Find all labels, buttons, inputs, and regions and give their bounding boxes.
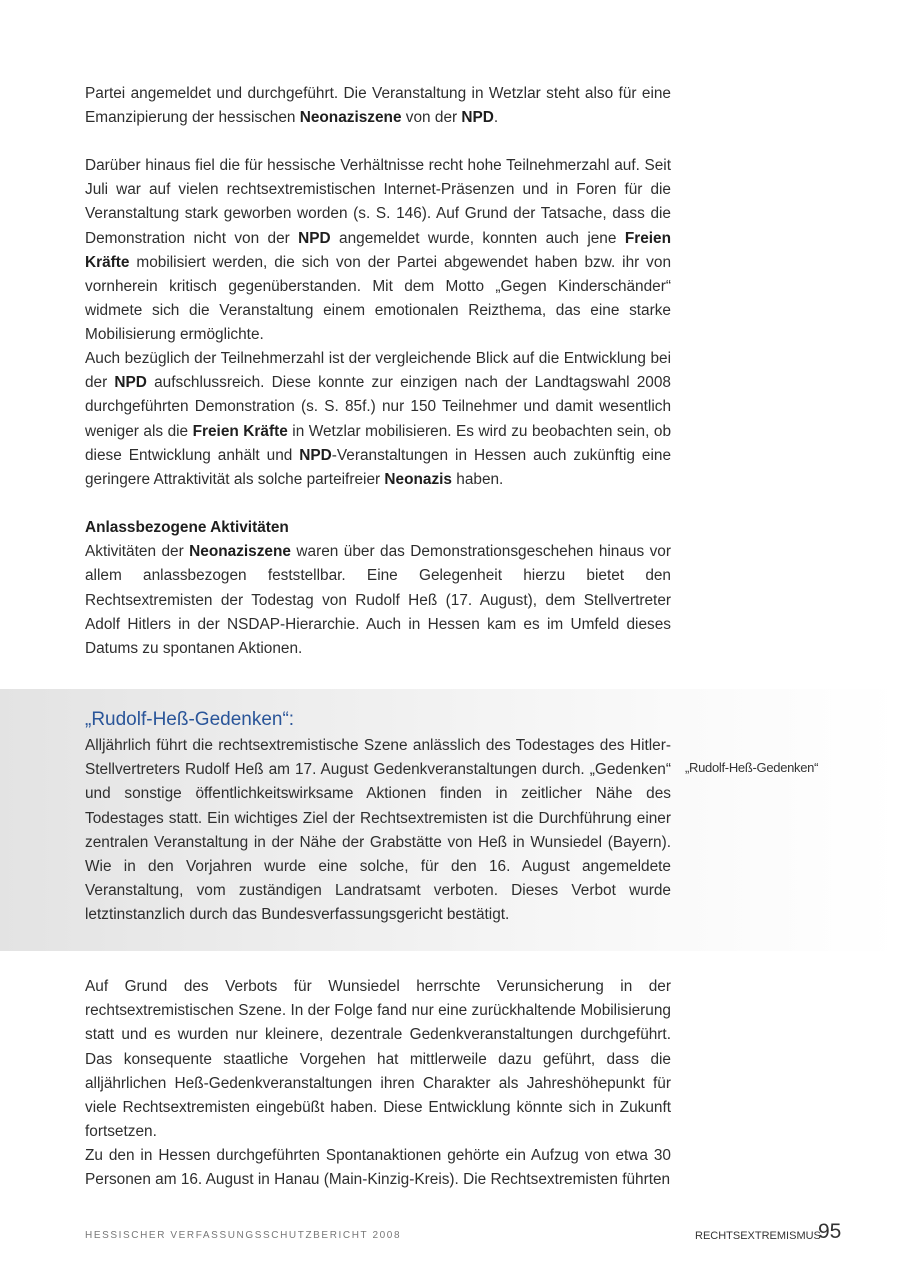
marginal-note: „Rudolf-Heß-Gedenken“ [685,760,819,775]
paragraph-6: Zu den in Hessen durchgeführten Spontanaktionen gehörte ein Aufzug von etwa 30 Personen am 16. August in Hanau (Main-Kinzig-Kreis). Die Rechtsextremisten führten [85,1147,671,1189]
paragraph-5: Auf Grund des Verbots für Wunsiedel herrschte Verunsicherung in der rechtsextremistischen Szene. In der Folge fand nur eine zurückhaltende Mobilisierung statt und es wurden nur kleinere, dezentrale Gedenkveranstaltungen durchgeführt. Das konsequente staatliche Vorgehen hat mittlerweile dazu geführt, dass die alljährlichen Heß-Gedenkveranstaltungen ihren Charakter als Jahreshöhepunkt für viele Rechtsextremisten eingebüßt haben. Diese Entwicklung könnte sich in Zukunft fortsetzen. [85,978,671,1141]
term-neonaziszene: Neonaziszene [189,543,291,561]
term-neonazis: Neonazis [384,471,452,489]
term-npd: NPD [114,374,147,392]
term-npd: NPD [461,109,494,127]
term-freie-kraefte: Freien Kräfte [192,422,288,440]
term-npd: NPD [299,446,332,464]
paragraph-3: Auch bezüglich der Teilnehmerzahl ist der vergleichende Blick auf die Entwicklung bei der NPD aufschlussreich. Diese konnte zur einzigen nach der Landtagswahl 2008 durchgeführten Demonstration (s. S. 85f.) nur 150 Teilnehmer und damit wesentlich weniger als die Freien Kräfte in Wetzlar mobilisieren. Es wird zu beobachten sein, ob diese Entwicklung anhält und NPD-Veranstaltungen in Hessen auch zukünftig eine geringere Attraktivität als solche parteifreier Neonazis haben. [85,350,672,489]
footer-section-name: RECHTSEXTREMISMUS [695,1230,821,1242]
footer-publication-title: HESSISCHER VERFASSUNGSSCHUTZBERICHT 2008 [85,1230,402,1241]
page-number: 95 [818,1220,842,1243]
section-anlassbezogene-aktivitaeten: Anlassbezogene Aktivitäten Aktivitäten der Neonaziszene waren über das Demonstrationsgeschehen hinaus vor allem anlassbezogen feststellbar. Eine Gelegenheit hierzu bietet den Rechtsextremisten der Todestag von Rudolf Heß (17. August), dem Stellvertreter Adolf Hitlers in der NSDAP-Hierarchie. Auch in Hessen kam es im Umfeld dieses Datums zu spontanen Aktionen. [85,516,671,661]
paragraph-1: Partei angemeldet und durchgeführt. Die Veranstaltung in Wetzlar steht also für eine Emanzipierung der hessischen Neonaziszene von der NPD. [85,85,671,127]
section-heading: Anlassbezogene Aktivitäten [85,519,289,536]
paragraph-2: Darüber hinaus fiel die für hessische Verhältnisse recht hohe Teilnehmerzahl auf. Seit Juli war auf vielen rechtsextremistischen Internet-Präsenzen und in Foren für die Veranstaltung stark geworben worden (s. S. 146). Auf Grund der Tatsache, dass die Demonstration nicht von der NPD angemeldet wurde, konnten auch jene Freien Kräfte mobilisiert werden, die sich von der Partei abgewendet haben bzw. ihr von vornherein kritisch gegenüberstanden. Mit dem Motto „Gegen Kinderschänder“ widmete sich die Veranstaltung einem emotionalen Reizthema, das eine starke Mobilisierung ermöglichte. [85,157,671,344]
term-npd: NPD [298,229,331,247]
term-neonaziszene: Neonaziszene [299,109,402,127]
term-freie-kraefte: Freien Kräfte [85,229,671,271]
info-box-title: „Rudolf-Heß-Gedenken“: [85,709,295,730]
info-box-text: Alljährlich führt die rechtsextremistische Szene anlässlich des Todestages des Hitler-Stellvertreters Rudolf Heß am 17. August Gedenkveranstaltungen durch. „Gedenken“ und sonstige öffentlichkeitswirksame Aktionen finden in zeitlicher Nähe des Todestages statt. Ein wichtiges Ziel der Rechtsextremisten ist die Durchführung einer zentralen Veranstaltung in der Nähe der Grabstätte von Heß in Wunsiedel (Bayern). Wie in den Vorjahren wurde eine solche, für den 16. August angemeldete Veranstaltung, vom zuständigen Landratsamt verboten. Dieses Verbot wurde letztinstanzlich durch das Bundesverfassungsgericht bestätigt. [85,737,671,924]
